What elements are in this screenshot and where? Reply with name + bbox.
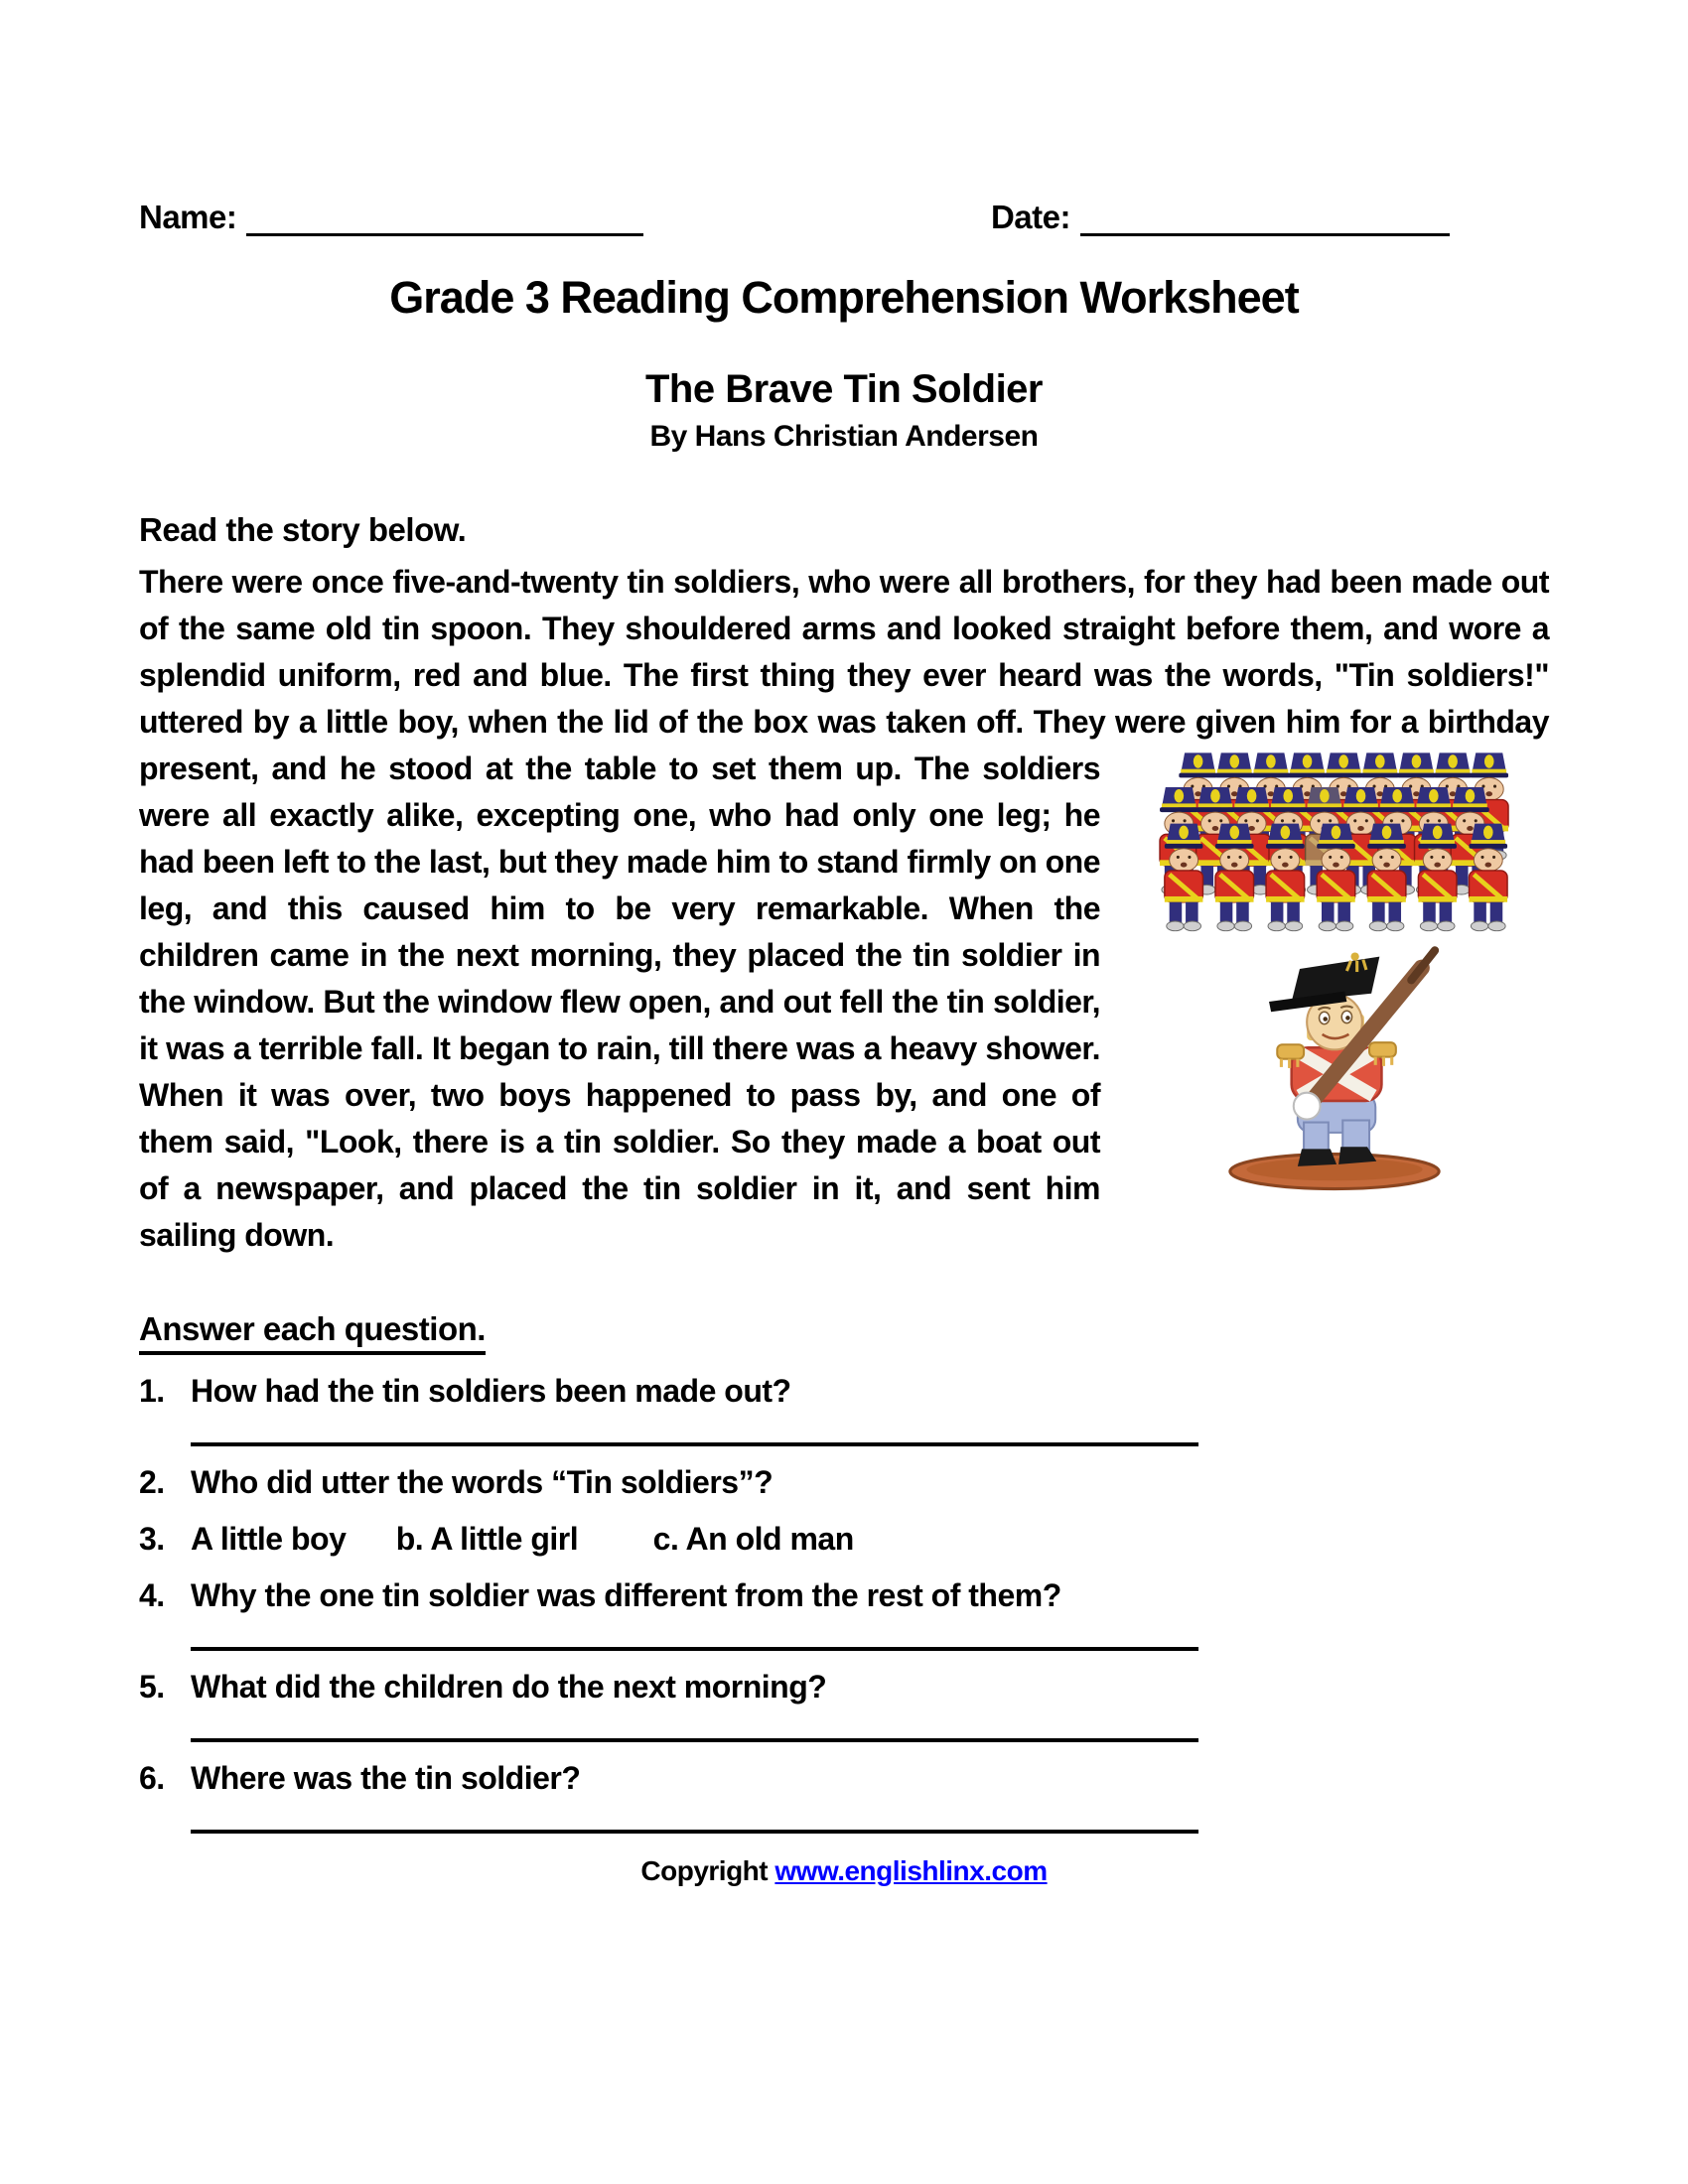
question-text: What did the children do the next morning? <box>191 1669 827 1705</box>
story-title: The Brave Tin Soldier <box>645 367 1043 411</box>
question-number: 1. <box>139 1373 165 1409</box>
question-row-5 <box>139 1665 1549 1708</box>
answer-instruction: Answer each question. <box>139 1310 1549 1355</box>
story-text-part1: There were once five-and-twenty tin soldiers, who were all brothers, for they had been made out of the same old tin spoon. They shouldered arms and looked straight before them, and wore a splendid uniform, red and blue. The first thing they ever heard was the words, "Tin soldiers!" uttered by a little boy, when the lid of the box was taken off. They were given him for a birthday <box>139 564 1549 740</box>
question-text: Why the one tin soldier was different from the rest of them? <box>191 1577 1061 1613</box>
date-label: Date: <box>990 199 1070 235</box>
name-label: Name: <box>139 199 237 235</box>
question-number: 2. <box>139 1464 165 1500</box>
story-byline: By Hans Christian Andersen <box>649 420 1039 453</box>
single-soldier-wrap <box>1201 942 1468 1198</box>
story-text-part2: present, and he stood at the table to set them up. The soldiers were all exactly alike, excepting one, who had only one leg; he had been left to the last, but they made him to stand firmly on one leg, and this caused him to be very remarkable. When the children came in the next morning, they placed the tin soldier in the window. But the window flew open, and out fell the tin soldier, it was a terrible fall. It began to rain, till there was a heavy shower. When it was over, two boys happened to pass by, and one of them said, "Look, there is a tin soldier. So they made a boat out of a newspaper, and placed the tin soldier in it, and sent him sailing down. <box>139 751 1100 1253</box>
story-figures <box>1120 746 1549 1210</box>
answer-blank-line <box>191 1830 1198 1834</box>
header-row <box>139 199 1549 236</box>
name-blank-line <box>246 200 643 236</box>
question-row-2 <box>139 1460 1549 1504</box>
question-row-3 <box>139 1517 1549 1561</box>
question-number: 3. <box>139 1521 165 1557</box>
tin-soldier-image <box>1201 942 1468 1198</box>
answer-blank-line <box>191 1738 1198 1742</box>
answer-blank-line <box>191 1442 1198 1446</box>
englishlinx-link[interactable]: www.englishlinx.com <box>774 1855 1048 1886</box>
question-number: 4. <box>139 1577 165 1613</box>
story-paragraph <box>139 559 1549 1259</box>
date-field <box>991 199 1450 236</box>
question-number: 5. <box>139 1669 165 1705</box>
question-number: 6. <box>139 1760 165 1796</box>
footer <box>139 1855 1549 1887</box>
question-row-6 <box>139 1756 1549 1800</box>
page-title: Grade 3 Reading Comprehension Worksheet <box>389 272 1299 323</box>
question-options: A little boy b. A little girl c. An old man <box>191 1521 854 1557</box>
question-row-1 <box>139 1369 1549 1413</box>
copyright-label: Copyright <box>640 1855 775 1886</box>
question-text: Who did utter the words “Tin soldiers”? <box>191 1464 774 1500</box>
read-instruction: Read the story below. <box>139 511 467 548</box>
question-text: Where was the tin soldier? <box>191 1760 581 1796</box>
tin-soldiers-group-image <box>1134 750 1536 934</box>
question-row-4 <box>139 1573 1549 1617</box>
name-field <box>139 199 643 236</box>
date-blank-line <box>1080 200 1450 236</box>
answer-blank-line <box>191 1647 1198 1651</box>
questions-list <box>139 1369 1549 1834</box>
question-text: How had the tin soldiers been made out? <box>191 1373 791 1409</box>
